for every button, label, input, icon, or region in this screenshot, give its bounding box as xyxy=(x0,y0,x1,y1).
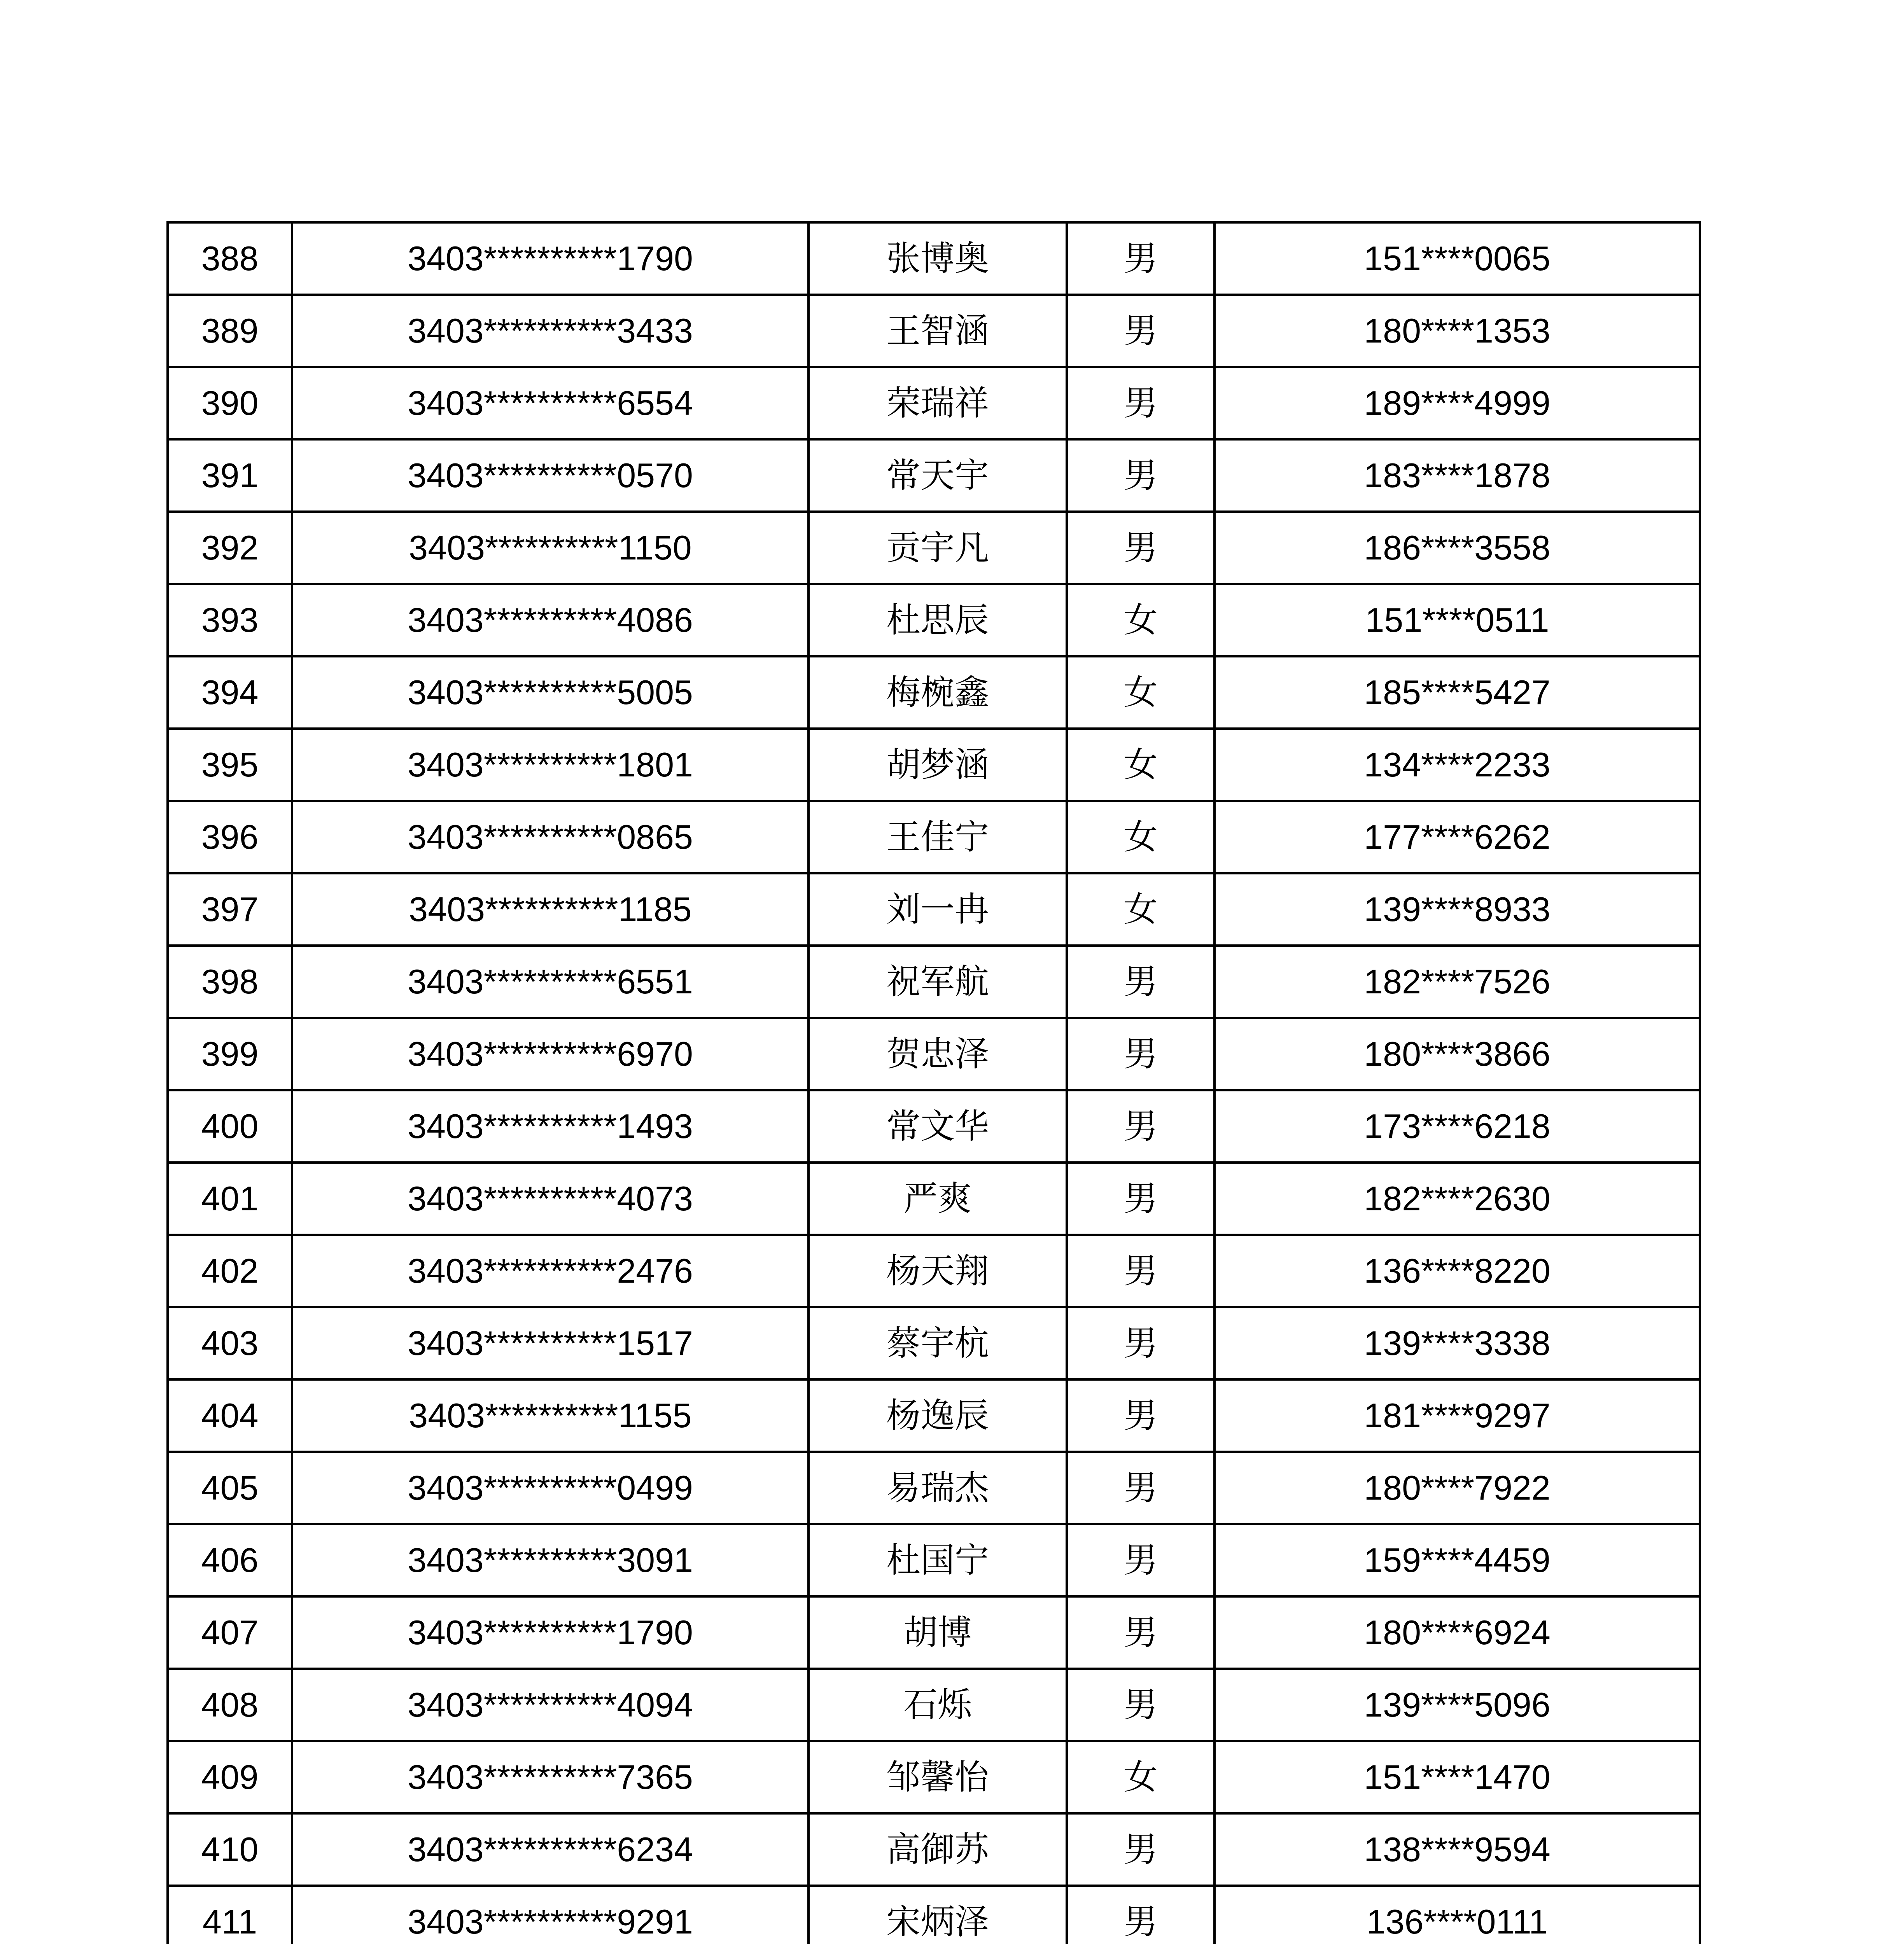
phone-cell: 136****0111 xyxy=(1214,1886,1700,1944)
row-number-cell: 397 xyxy=(168,873,292,946)
gender-cell: 男 xyxy=(1067,1524,1214,1596)
row-number-cell: 405 xyxy=(168,1452,292,1524)
gender-cell: 女 xyxy=(1067,656,1214,729)
name-cell: 贡宇凡 xyxy=(808,512,1067,584)
name-cell: 祝军航 xyxy=(808,946,1067,1018)
id-number-cell: 3403**********0865 xyxy=(292,801,808,873)
row-number-cell: 403 xyxy=(168,1307,292,1379)
name-cell: 杜思辰 xyxy=(808,584,1067,656)
id-number-cell: 3403**********7365 xyxy=(292,1741,808,1813)
name-cell: 王佳宁 xyxy=(808,801,1067,873)
phone-cell: 189****4999 xyxy=(1214,367,1700,439)
gender-cell: 男 xyxy=(1067,295,1214,367)
id-number-cell: 3403**********4086 xyxy=(292,584,808,656)
row-number-cell: 401 xyxy=(168,1163,292,1235)
gender-cell: 女 xyxy=(1067,801,1214,873)
table-row xyxy=(168,873,1700,946)
table-row xyxy=(168,946,1700,1018)
table-row xyxy=(168,1669,1700,1741)
id-number-cell: 3403**********4094 xyxy=(292,1669,808,1741)
table-row xyxy=(168,1090,1700,1163)
phone-cell: 182****7526 xyxy=(1214,946,1700,1018)
phone-cell: 180****6924 xyxy=(1214,1596,1700,1669)
id-number-cell: 3403**********9291 xyxy=(292,1886,808,1944)
table-row xyxy=(168,439,1700,512)
name-cell: 邹馨怡 xyxy=(808,1741,1067,1813)
name-cell: 杨逸辰 xyxy=(808,1379,1067,1452)
id-number-cell: 3403**********1155 xyxy=(292,1379,808,1452)
table-row xyxy=(168,1307,1700,1379)
row-number-cell: 407 xyxy=(168,1596,292,1669)
phone-cell: 183****1878 xyxy=(1214,439,1700,512)
gender-cell: 男 xyxy=(1067,1813,1214,1886)
id-number-cell: 3403**********5005 xyxy=(292,656,808,729)
id-number-cell: 3403**********1185 xyxy=(292,873,808,946)
name-cell: 胡博 xyxy=(808,1596,1067,1669)
id-number-cell: 3403**********0570 xyxy=(292,439,808,512)
row-number-cell: 398 xyxy=(168,946,292,1018)
gender-cell: 女 xyxy=(1067,729,1214,801)
row-number-cell: 388 xyxy=(168,222,292,295)
row-number-cell: 389 xyxy=(168,295,292,367)
table-row xyxy=(168,729,1700,801)
id-number-cell: 3403**********1517 xyxy=(292,1307,808,1379)
phone-cell: 151****1470 xyxy=(1214,1741,1700,1813)
row-number-cell: 393 xyxy=(168,584,292,656)
name-cell: 荣瑞祥 xyxy=(808,367,1067,439)
id-number-cell: 3403**********4073 xyxy=(292,1163,808,1235)
table-row xyxy=(168,222,1700,295)
phone-cell: 181****9297 xyxy=(1214,1379,1700,1452)
gender-cell: 男 xyxy=(1067,1452,1214,1524)
row-number-cell: 409 xyxy=(168,1741,292,1813)
name-cell: 严爽 xyxy=(808,1163,1067,1235)
id-number-cell: 3403**********6551 xyxy=(292,946,808,1018)
phone-cell: 151****0065 xyxy=(1214,222,1700,295)
phone-cell: 159****4459 xyxy=(1214,1524,1700,1596)
gender-cell: 女 xyxy=(1067,584,1214,656)
id-number-cell: 3403**********3433 xyxy=(292,295,808,367)
table-row xyxy=(168,1163,1700,1235)
gender-cell: 男 xyxy=(1067,512,1214,584)
id-number-cell: 3403**********1790 xyxy=(292,1596,808,1669)
phone-cell: 134****2233 xyxy=(1214,729,1700,801)
table-row xyxy=(168,656,1700,729)
row-number-cell: 399 xyxy=(168,1018,292,1090)
gender-cell: 男 xyxy=(1067,1886,1214,1944)
table-row xyxy=(168,295,1700,367)
table-row xyxy=(168,1235,1700,1307)
gender-cell: 女 xyxy=(1067,873,1214,946)
id-number-cell: 3403**********1493 xyxy=(292,1090,808,1163)
phone-cell: 180****7922 xyxy=(1214,1452,1700,1524)
name-cell: 宋炳泽 xyxy=(808,1886,1067,1944)
table-row xyxy=(168,1741,1700,1813)
table-row xyxy=(168,1813,1700,1886)
row-number-cell: 408 xyxy=(168,1669,292,1741)
phone-cell: 185****5427 xyxy=(1214,656,1700,729)
name-cell: 杜国宁 xyxy=(808,1524,1067,1596)
table-row xyxy=(168,1018,1700,1090)
roster-table xyxy=(166,221,1701,1944)
table-row xyxy=(168,1596,1700,1669)
phone-cell: 180****1353 xyxy=(1214,295,1700,367)
name-cell: 王智涵 xyxy=(808,295,1067,367)
name-cell: 杨天翔 xyxy=(808,1235,1067,1307)
name-cell: 易瑞杰 xyxy=(808,1452,1067,1524)
name-cell: 常天宇 xyxy=(808,439,1067,512)
table-row xyxy=(168,1379,1700,1452)
phone-cell: 180****3866 xyxy=(1214,1018,1700,1090)
row-number-cell: 392 xyxy=(168,512,292,584)
name-cell: 刘一冉 xyxy=(808,873,1067,946)
table-row xyxy=(168,1524,1700,1596)
id-number-cell: 3403**********1801 xyxy=(292,729,808,801)
row-number-cell: 410 xyxy=(168,1813,292,1886)
id-number-cell: 3403**********6554 xyxy=(292,367,808,439)
name-cell: 常文华 xyxy=(808,1090,1067,1163)
gender-cell: 男 xyxy=(1067,1596,1214,1669)
row-number-cell: 411 xyxy=(168,1886,292,1944)
gender-cell: 男 xyxy=(1067,1379,1214,1452)
name-cell: 蔡宇杭 xyxy=(808,1307,1067,1379)
row-number-cell: 400 xyxy=(168,1090,292,1163)
id-number-cell: 3403**********6970 xyxy=(292,1018,808,1090)
roster-table-body xyxy=(168,222,1700,1944)
gender-cell: 男 xyxy=(1067,439,1214,512)
row-number-cell: 395 xyxy=(168,729,292,801)
phone-cell: 139****5096 xyxy=(1214,1669,1700,1741)
row-number-cell: 396 xyxy=(168,801,292,873)
id-number-cell: 3403**********2476 xyxy=(292,1235,808,1307)
name-cell: 贺忠泽 xyxy=(808,1018,1067,1090)
id-number-cell: 3403**********0499 xyxy=(292,1452,808,1524)
phone-cell: 177****6262 xyxy=(1214,801,1700,873)
gender-cell: 男 xyxy=(1067,222,1214,295)
name-cell: 张博奥 xyxy=(808,222,1067,295)
row-number-cell: 404 xyxy=(168,1379,292,1452)
table-row xyxy=(168,367,1700,439)
phone-cell: 173****6218 xyxy=(1214,1090,1700,1163)
table-row xyxy=(168,801,1700,873)
table-row xyxy=(168,1452,1700,1524)
gender-cell: 男 xyxy=(1067,1669,1214,1741)
phone-cell: 139****3338 xyxy=(1214,1307,1700,1379)
phone-cell: 186****3558 xyxy=(1214,512,1700,584)
gender-cell: 男 xyxy=(1067,1018,1214,1090)
name-cell: 石烁 xyxy=(808,1669,1067,1741)
id-number-cell: 3403**********1790 xyxy=(292,222,808,295)
table-row xyxy=(168,584,1700,656)
phone-cell: 139****8933 xyxy=(1214,873,1700,946)
gender-cell: 男 xyxy=(1067,1163,1214,1235)
gender-cell: 男 xyxy=(1067,1307,1214,1379)
id-number-cell: 3403**********1150 xyxy=(292,512,808,584)
gender-cell: 女 xyxy=(1067,1741,1214,1813)
table-row xyxy=(168,512,1700,584)
row-number-cell: 394 xyxy=(168,656,292,729)
id-number-cell: 3403**********3091 xyxy=(292,1524,808,1596)
name-cell: 胡梦涵 xyxy=(808,729,1067,801)
gender-cell: 男 xyxy=(1067,1235,1214,1307)
gender-cell: 男 xyxy=(1067,946,1214,1018)
row-number-cell: 390 xyxy=(168,367,292,439)
row-number-cell: 406 xyxy=(168,1524,292,1596)
row-number-cell: 391 xyxy=(168,439,292,512)
gender-cell: 男 xyxy=(1067,1090,1214,1163)
phone-cell: 182****2630 xyxy=(1214,1163,1700,1235)
phone-cell: 138****9594 xyxy=(1214,1813,1700,1886)
phone-cell: 151****0511 xyxy=(1214,584,1700,656)
phone-cell: 136****8220 xyxy=(1214,1235,1700,1307)
name-cell: 高御苏 xyxy=(808,1813,1067,1886)
name-cell: 梅椀鑫 xyxy=(808,656,1067,729)
table-row xyxy=(168,1886,1700,1944)
gender-cell: 男 xyxy=(1067,367,1214,439)
id-number-cell: 3403**********6234 xyxy=(292,1813,808,1886)
row-number-cell: 402 xyxy=(168,1235,292,1307)
